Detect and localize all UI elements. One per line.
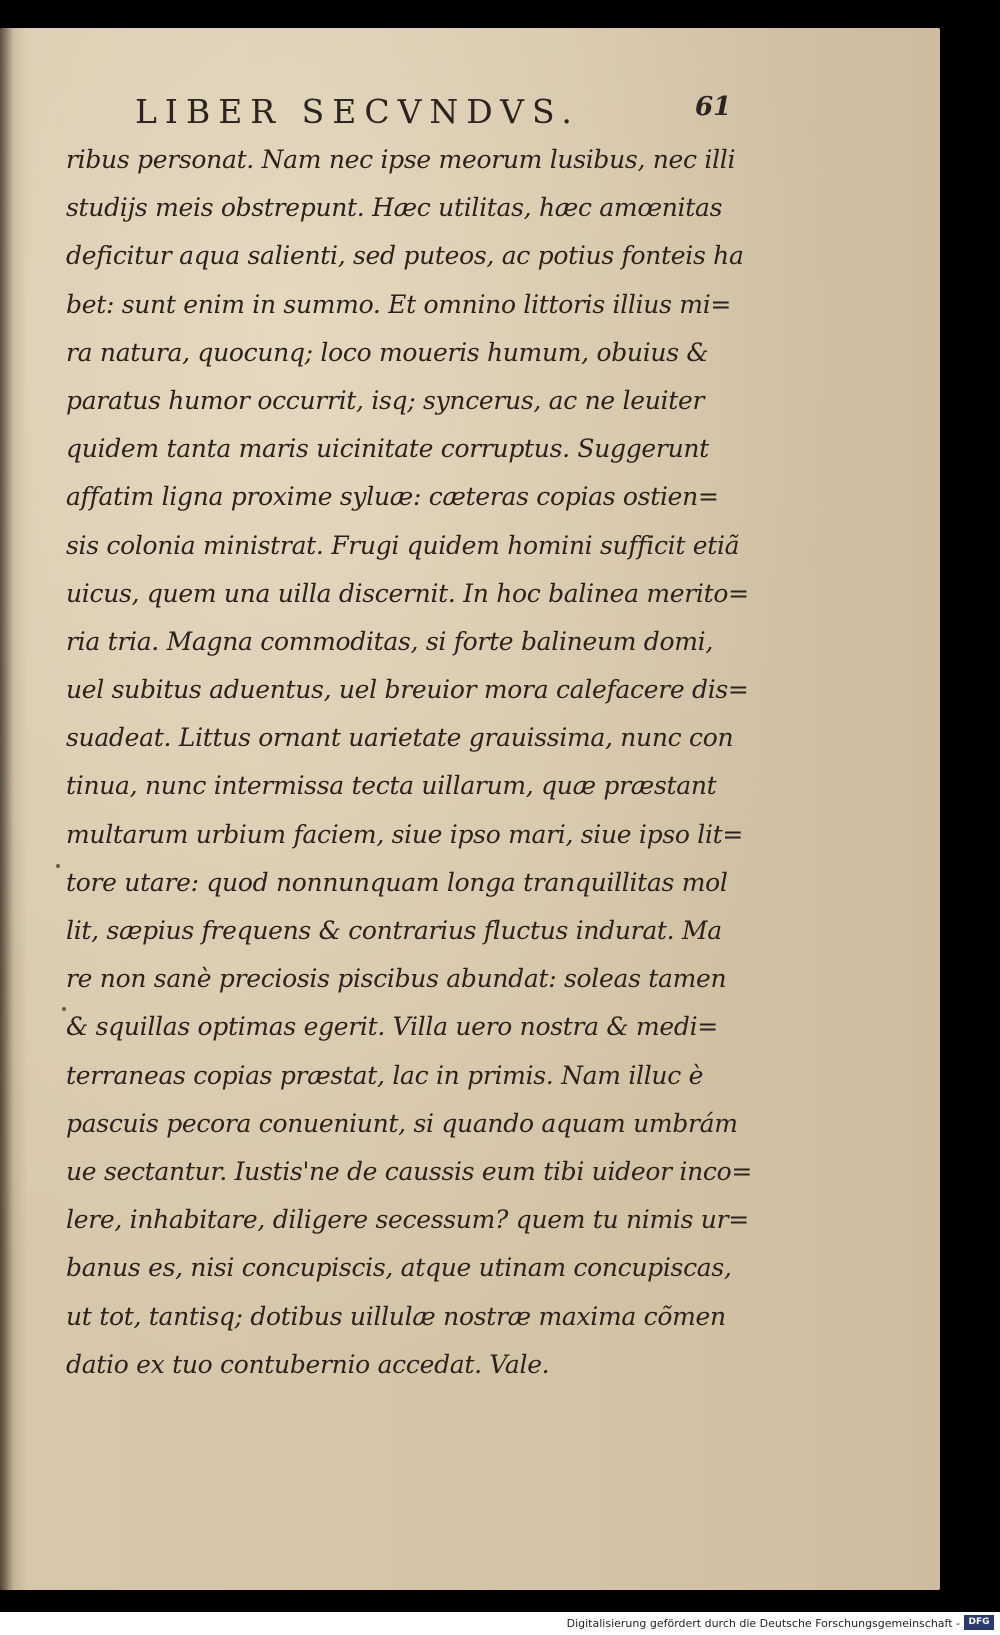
text-line: suadeat. Littus ornant uarietate grauissima, nunc con bbox=[66, 723, 734, 753]
margin-speck bbox=[56, 864, 60, 868]
text-line: tore utare: quod nonnunquam longa tranquillitas mol bbox=[66, 867, 728, 897]
footer-credit: Digitalisierung gefördert durch die Deutsche Forschungsgemeinschaft - bbox=[566, 1617, 960, 1630]
text-line: deficitur aqua salienti, sed puteos, ac potius fonteis ha bbox=[66, 241, 744, 271]
text-line: tinua, nunc intermissa tecta uillarum, quæ præstant bbox=[66, 771, 717, 801]
text-line: ribus personat. Nam nec ipse meorum lusibus, nec illi bbox=[66, 145, 736, 174]
text-line: terraneas copias præstat, lac in primis. Nam illuc è bbox=[66, 1060, 704, 1090]
text-line: datio ex tuo contubernio accedat. Vale. bbox=[66, 1349, 550, 1379]
page-text-block bbox=[66, 136, 766, 1389]
text-line: ria tria. Magna commoditas, si forte balineum domi, bbox=[66, 626, 714, 656]
text-line: & squillas optimas egerit. Villa uero nostra & medi= bbox=[66, 1012, 718, 1042]
text-line: affatim ligna proxime syluæ: cæteras copias ostien= bbox=[66, 482, 719, 512]
text-line: lit, sæpius frequens & contrarius fluctus indurat. Ma bbox=[66, 916, 722, 945]
text-line: paratus humor occurrit, isq; syncerus, ac ne leuiter bbox=[66, 385, 705, 415]
text-line: sis colonia ministrat. Frugi quidem homini sufficit etiã bbox=[66, 530, 740, 560]
text-line: ra natura, quocunq; loco moueris humum, obuius & bbox=[66, 337, 709, 367]
text-line: ue sectantur. Iustis'ne de caussis eum tibi uideor inco= bbox=[66, 1156, 753, 1186]
text-line: quidem tanta maris uicinitate corruptus. Suggerunt bbox=[66, 434, 709, 464]
text-line: studijs meis obstrepunt. Hæc utilitas, hæc amœnitas bbox=[66, 193, 723, 223]
running-head: LIBER SECVNDVS. bbox=[135, 92, 580, 131]
page-number: 61 bbox=[695, 92, 732, 122]
gutter-shadow bbox=[0, 28, 14, 1590]
dfg-logo-icon: DFG bbox=[964, 1615, 994, 1630]
text-line: bet: sunt enim in summo. Et omnino littoris illius mi= bbox=[66, 289, 732, 319]
text-line: re non sanè preciosis piscibus abundat: soleas tamen bbox=[66, 964, 727, 994]
text-line: ut tot, tantisq; dotibus uillulæ nostræ maxima cõmen bbox=[66, 1301, 726, 1331]
text-line: uicus, quem una uilla discernit. In hoc balinea merito= bbox=[66, 578, 749, 608]
text-line: uel subitus aduentus, uel breuior mora calefacere dis= bbox=[66, 675, 749, 705]
text-line: lere, inhabitare, diligere secessum? quem tu nimis ur= bbox=[66, 1205, 749, 1235]
margin-speck bbox=[62, 1007, 66, 1011]
text-line: banus es, nisi concupiscis, atque utinam concupiscas, bbox=[66, 1253, 732, 1283]
text-line: pascuis pecora conueniunt, si quando aquam umbrám bbox=[66, 1108, 738, 1138]
text-line: multarum urbium faciem, siue ipso mari, siue ipso lit= bbox=[66, 819, 744, 849]
